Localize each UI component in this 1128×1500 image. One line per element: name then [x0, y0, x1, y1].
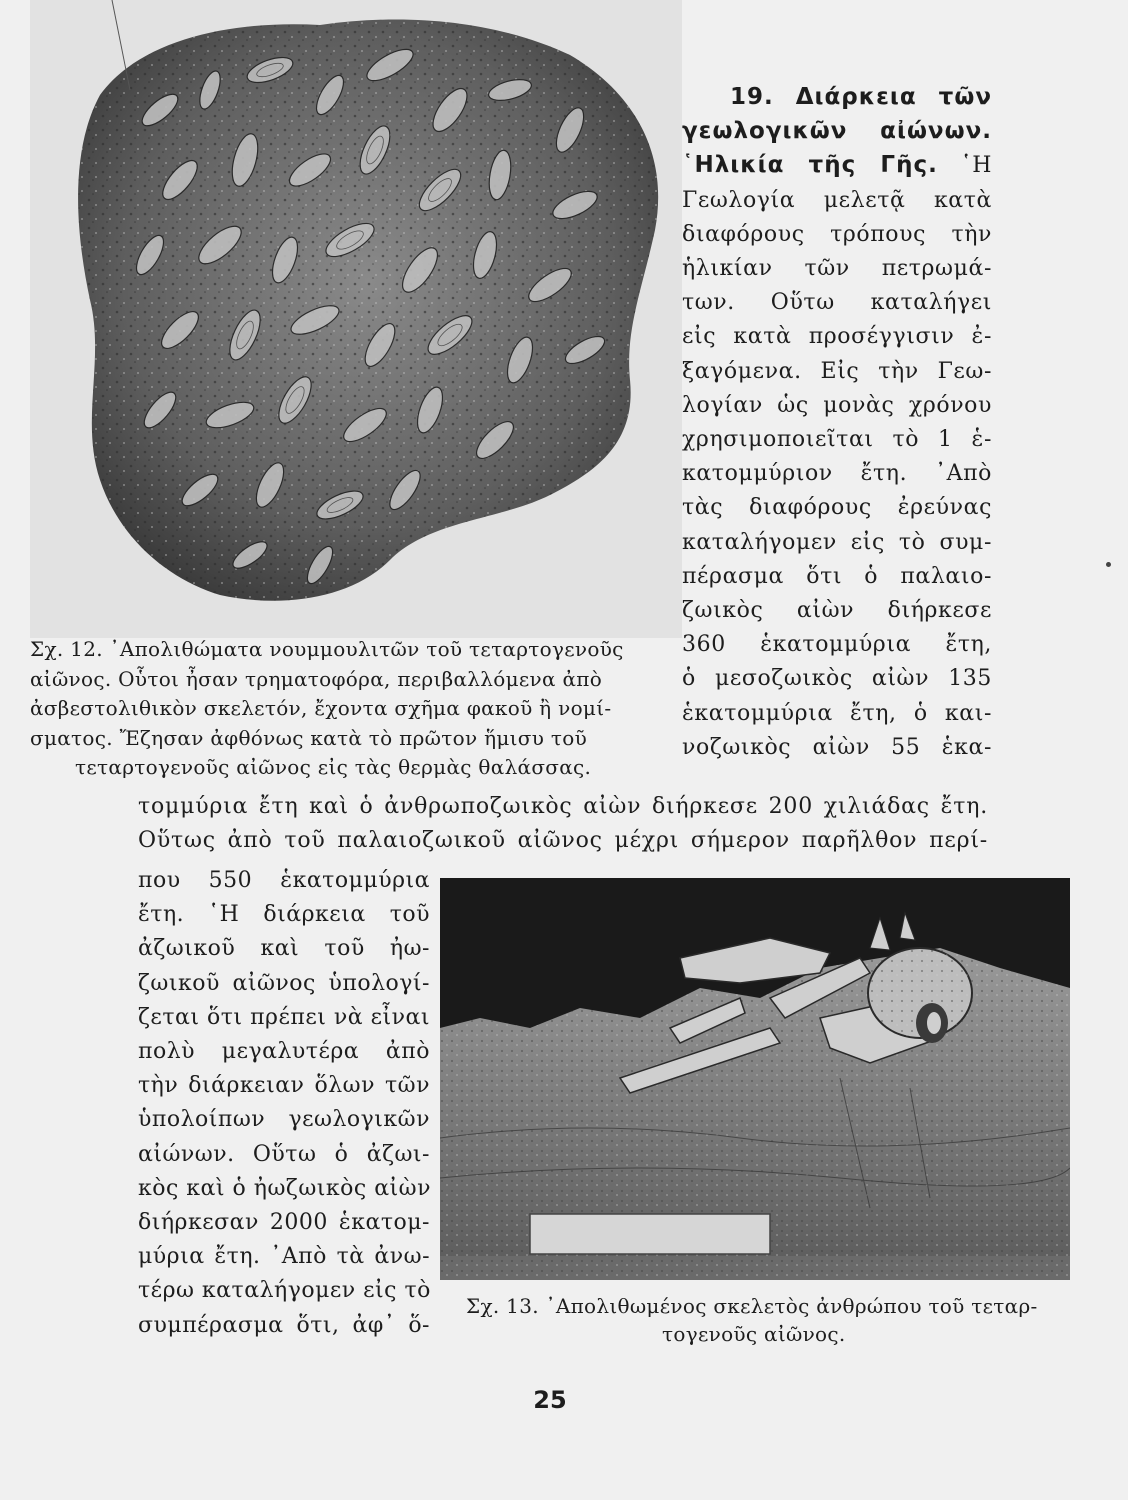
- paragraph-line: τὰς διαφόρους ἐρεύνας: [682, 495, 992, 521]
- paragraph-line: ὑπολοίπων γεωλογικῶν: [138, 1107, 430, 1133]
- paragraph-line: ξαγόμενα. Εἰς τὴν Γεω-: [682, 358, 992, 384]
- paragraph-line: καταλήγομεν εἰς τὸ συμ-: [682, 529, 992, 555]
- left-column-text: [138, 864, 430, 1343]
- paragraph-line: αἰώνων. Οὕτω ὁ ἀζωι-: [138, 1141, 430, 1167]
- page-number: 25: [533, 1386, 567, 1414]
- section-heading-line: γεωλογικῶν αἰώνων.: [682, 118, 992, 145]
- section-heading-line: ῾Ηλικία τῆς Γῆς.: [682, 152, 938, 179]
- paragraph-line: ζεται ὅτι πρέπει νὰ εἶναι: [138, 1004, 430, 1030]
- paragraph-line: τὴν διάρκειαν ὅλων τῶν: [138, 1073, 430, 1099]
- caption-line: αἰῶνος. Οὗτοι ἦσαν τρηματοφόρα, περιβαλλόμενα ἀπὸ: [30, 666, 603, 691]
- paragraph-line: Γεωλογία μελετᾷ κατὰ: [682, 187, 992, 213]
- paragraph-line: Οὕτως ἀπὸ τοῦ παλαιοζωικοῦ αἰῶνος μέχρι σήμερον παρῆλθον περί-: [138, 828, 988, 853]
- paragraph-line: των. Οὕτω καταλήγει: [682, 290, 992, 316]
- figure-13-skeleton-photo: [440, 878, 1070, 1280]
- caption-line: σματος. Ἔζησαν ἀφθόνως κατὰ τὸ πρῶτον ἥμισυ τοῦ: [30, 725, 588, 750]
- paragraph-line: χρησιμοποιεῖται τὸ 1 ἑ-: [682, 427, 992, 453]
- paragraph-line: ζωικὸς αἰὼν διήρκεσε: [682, 598, 992, 624]
- paragraph-line: 360 ἑκατομμύρια ἔτη,: [682, 632, 992, 658]
- paragraph-line: πέρασμα ὅτι ὁ παλαιο-: [682, 563, 992, 589]
- paragraph-line: ἡλικίαν τῶν πετρωμά-: [682, 256, 992, 282]
- full-width-text: [138, 790, 988, 858]
- paragraph-line: νοζωικὸς αἰὼν 55 ἑκα-: [682, 734, 992, 760]
- caption-line: Σχ. 13. ᾽Απολιθωμένος σκελετὸς ἀνθρώπου τοῦ τεταρ-: [466, 1294, 1038, 1318]
- paragraph-line: κὸς καὶ ὁ ἠωζωικὸς αἰὼν: [138, 1175, 431, 1201]
- paragraph-line: διήρκεσαν 2000 ἑκατομ-: [138, 1210, 430, 1236]
- figure-13-caption: [466, 1292, 1076, 1348]
- paragraph-line: κατομμύριον ἔτη. ᾽Απὸ: [682, 461, 992, 487]
- paragraph-line: διαφόρους τρόπους τὴν: [682, 221, 992, 247]
- section-heading-line: 19. Διάρκεια τῶν: [730, 84, 992, 110]
- paragraph-line: λογίαν ὡς μονὰς χρόνου: [682, 392, 992, 418]
- figure-12-caption: [30, 635, 680, 783]
- paragraph-start: ῾Η: [960, 153, 992, 179]
- right-column-text: [682, 80, 992, 765]
- paragraph-line: τέρω καταλήγομεν εἰς τὸ: [138, 1278, 431, 1304]
- caption-line: Σχ. 12. ᾽Απολιθώματα νουμμουλιτῶν τοῦ τεταρτογενοῦς: [30, 637, 624, 661]
- paragraph-line: συμπέρασμα ὅτι, ἀφ᾽ ὅ-: [138, 1312, 430, 1338]
- figure-12-nummulites-photo: [30, 0, 682, 638]
- paragraph-line: εἰς κατὰ προσέγγισιν ἐ-: [682, 324, 992, 350]
- paragraph-line: ἑκατομμύρια ἔτη, ὁ και-: [682, 700, 992, 726]
- paragraph-line: ὁ μεσοζωικὸς αἰὼν 135: [682, 666, 992, 692]
- paragraph-line: μύρια ἔτη. ᾽Απὸ τὰ ἀνω-: [138, 1244, 430, 1270]
- caption-line: τεταρτογενοῦς αἰῶνος εἰς τὰς θερμὰς θαλάσσας.: [75, 755, 592, 779]
- paragraph-line: ἀζωικοῦ καὶ τοῦ ἠω-: [138, 936, 430, 962]
- paragraph-line: ἔτη. ῾Η διάρκεια τοῦ: [138, 902, 430, 928]
- paragraph-line: που 550 ἑκατομμύρια: [138, 868, 430, 893]
- paragraph-line: πολὺ μεγαλυτέρα ἀπὸ: [138, 1039, 430, 1065]
- heading-and-text-line: [682, 148, 992, 183]
- margin-dot-mark: [1106, 562, 1111, 567]
- caption-line: τογενοῦς αἰῶνος.: [662, 1322, 846, 1346]
- paragraph-line: ζωικοῦ αἰῶνος ὑπολογί-: [138, 970, 430, 996]
- paragraph-line: τομμύρια ἔτη καὶ ὁ ἀνθρωποζωικὸς αἰὼν διήρκεσε 200 χιλιάδας ἔτη.: [138, 794, 988, 819]
- caption-line: ἀσβεστολιθικὸν σκελετόν, ἔχοντα σχῆμα φακοῦ ἢ νομί-: [30, 696, 612, 720]
